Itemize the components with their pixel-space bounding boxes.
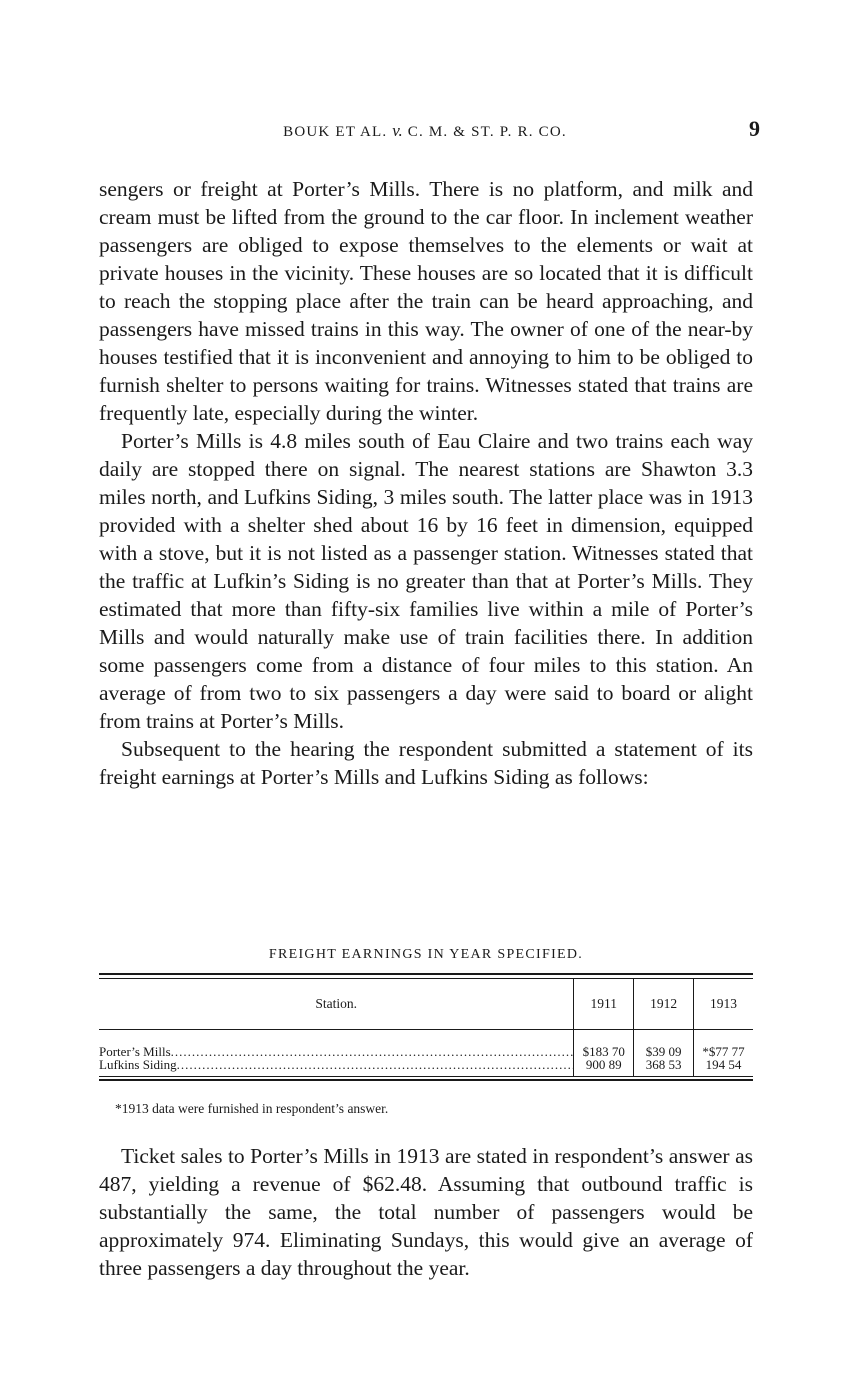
value-cell: 900 89 <box>574 1058 634 1076</box>
value-cell: $183 70 <box>574 1045 634 1058</box>
table-header-row <box>99 979 753 1030</box>
station-cell <box>99 1058 574 1076</box>
value-cell: 194 54 <box>694 1058 753 1076</box>
running-header <box>240 121 610 141</box>
paragraph-4: Ticket sales to Porter’s Mills in 1913 are stated in respondent’s answer as 487, yielding a revenue of $62.48. Assuming that outbound traffic is substantially the same, the total number of passengers would be approximately 974. Eliminating Sundays, this would give an average of three passengers a day throughout the year. <box>99 1144 753 1280</box>
station-name: Lufkins Siding <box>99 1057 177 1072</box>
header-1912: 1912 <box>634 979 694 1030</box>
header-1911: 1911 <box>574 979 634 1030</box>
table-bottom-rule <box>99 1076 753 1081</box>
dot-leader <box>171 1045 574 1058</box>
table-footnote: *1913 data were furnished in respondent’s answer. <box>115 1101 389 1116</box>
running-header-left: BOUK ET AL. <box>283 124 388 140</box>
dot-leader <box>177 1058 574 1071</box>
header-station: Station. <box>99 979 574 1030</box>
table-caption: FREIGHT EARNINGS IN YEAR SPECIFIED. <box>268 947 584 962</box>
paragraph-3: Subsequent to the hearing the respondent submitted a statement of its freight earnings at Porter’s Mills and Lufkins Siding as follows: <box>99 737 753 789</box>
running-header-right: C. M. & ST. P. R. CO. <box>407 124 567 140</box>
paragraph-2: Porter’s Mills is 4.8 miles south of Eau Claire and two trains each way daily are stopped there on signal. The nearest stations are Shawton 3.3 miles north, and Lufkins Siding, 3 miles south. The latter place was in 1913 provided with a shelter shed about 16 by 16 feet in dimension, equipped with a stove, but it is not listed as a passenger station. Witnesses stated that the traffic at Lufkin’s Siding is no greater than that at Porter’s Mills. They estimated that more than fifty-six families live within a mile of Porter’s Mills and would naturally make use of train facilities there. In addition some passengers come from a distance of four miles to this station. An average of from two to six passengers a day were said to board or alight from trains at Porter’s Mills. <box>99 429 753 733</box>
running-header-versus: v. <box>392 121 403 140</box>
paragraph-1: sengers or freight at Porter’s Mills. There is no platform, and milk and cream must be lifted from the ground to the car floor. In inclement weather passengers are obliged to expose themselves to the elements or wait at private houses in the vicinity. These houses are so located that it is difficult to reach the stopping place after the train can be heard approaching, and passengers have missed trains in this way. The owner of one of the near-by houses testified that it is inconvenient and annoying to him to be obliged to furnish shelter to persons waiting for trains. Witnesses stated that trains are frequently late, especially during the winter. <box>99 177 753 425</box>
body-text-bottom <box>99 1142 753 1282</box>
page-number: 9 <box>749 116 760 141</box>
header-1913: 1913 <box>694 979 753 1030</box>
freight-earnings-table <box>99 973 753 1081</box>
value-cell: 368 53 <box>634 1058 694 1076</box>
value-cell: *$77 77 <box>694 1045 753 1058</box>
station-name: Porter’s Mills <box>99 1044 171 1059</box>
table-row <box>99 1058 753 1076</box>
body-text-top <box>99 175 753 791</box>
value-cell: $39 09 <box>634 1045 694 1058</box>
